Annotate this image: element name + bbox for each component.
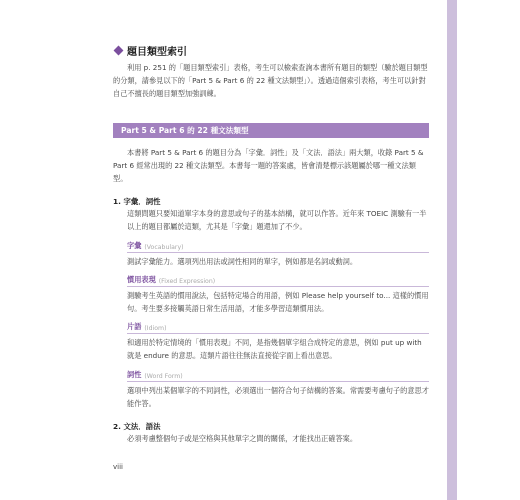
item-body: 測驗考生英語的慣用說法，包括特定場合的用語，例如 Please help yourself to... 這樣的慣用句。考生要多接觸英語日常生活用語，才能多學習這類慣用法。 [127,290,429,314]
item-label: 慣用表現 (Fixed Expression) [127,273,429,287]
category-2-heading: 2. 文法．語法 [113,422,161,432]
banner-title: Part 5 & Part 6 的 22 種文法類型 [121,125,249,135]
item-body: 和適用於特定情境的「慣用表現」不同，是指幾個單字組合成特定的意思，例如 put up with 就是 endure 的意思。這類片語往往無法直接從字面上看出意思。 [127,338,422,361]
intro-paragraph: 本書將 Part 5 & Part 6 的題目分為「字彙．詞性」及「文法．語法」兩大類，收錄 Part 5 & Part 6 經常出現的 22 種文法類型。本書每一題的答案處，皆會清楚標示該題屬於哪一種文法類型。 [113,147,424,184]
section-body: 利用 p. 251 的「題目類型索引」表格，考生可以檢索查詢本書所有題目的類型（驗於題目類型的分類，請參見以下的「Part 5 & Part 6 的 22 種文法類型」）。透過這個索引表格，考生可以針對自己不擅長的題目類型加強訓練。 [113,63,428,99]
category-2-body: 必須考慮整個句子或是空格與其他單字之間的關係，才能找出正確答案。 [127,434,358,444]
grammar-types-banner [113,123,429,138]
page-content [113,44,429,445]
section-title: 題目類型索引 [127,47,187,58]
item-body: 選項中列出某個單字的不同詞性，必須選出一個符合句子結構的答案。常需要考慮句子的意思才能作答。 [127,385,429,408]
page-number: viii [113,463,123,471]
item-label: 片語 (Idiom) [127,320,429,334]
item-label: 字彙 (Vocabulary) [127,239,429,253]
item-body: 測試字彙能力。選項列出用法或詞性相同的單字，例如都是名詞或動詞。 [127,256,358,266]
category-1-heading: 1. 字彙．詞性 [113,197,161,207]
item-label: 詞性 (Word Form) [127,368,429,382]
section-heading [113,44,429,57]
side-color-bar [447,0,457,500]
diamond-bullet-icon [114,46,124,56]
category-1-body: 這類問題只要知道單字本身的意思或句子的基本結構，就可以作答。近年來 TOEIC 測驗有一半以上的題目都屬於這類，尤其是「字彙」題還加了不少。 [127,209,427,232]
